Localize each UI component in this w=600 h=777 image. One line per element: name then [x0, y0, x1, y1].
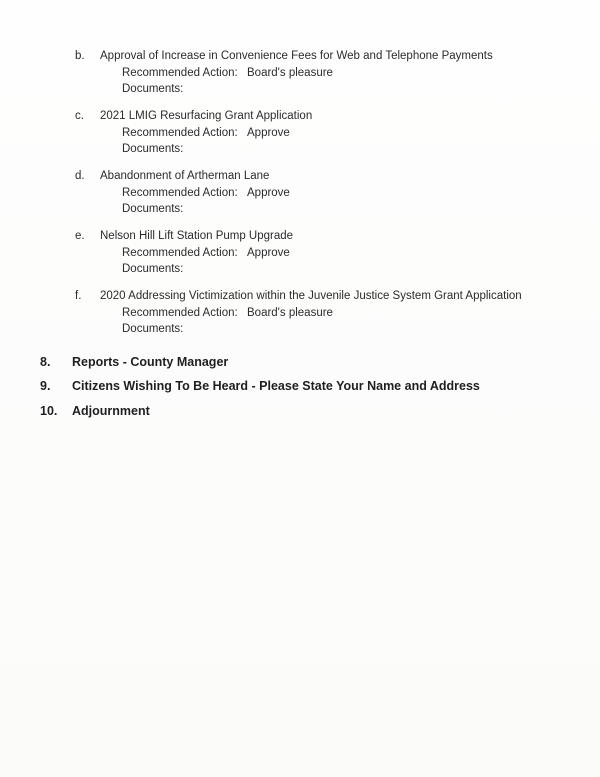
agenda-item-number: 10.	[40, 403, 58, 418]
documents-label: Documents:	[122, 143, 184, 155]
agenda-item-letter: d.	[75, 170, 85, 182]
agenda-item-title: Nelson Hill Lift Station Pump Upgrade	[100, 230, 294, 242]
agenda-main-title: Adjournment	[72, 403, 150, 418]
agenda-item-letter: b.	[75, 50, 85, 62]
agenda-sub-item	[75, 108, 570, 158]
documents-label: Documents:	[122, 203, 184, 215]
agenda-item-letter: f.	[75, 290, 82, 302]
documents-label: Documents:	[122, 263, 184, 275]
agenda-main-title: Citizens Wishing To Be Heard - Please State Your Name and Address	[72, 379, 480, 393]
recommended-action-label: Recommended Action:	[122, 66, 238, 79]
agenda-item-letter: c.	[75, 110, 84, 122]
agenda-item-number: 9.	[40, 379, 51, 393]
recommended-action-label: Recommended Action:	[122, 306, 238, 319]
agenda-main-item	[40, 403, 570, 419]
recommended-action-label: Recommended Action:	[122, 186, 238, 199]
recommended-action-label: Recommended Action:	[122, 126, 238, 139]
recommended-action-value: Board's pleasure	[247, 66, 333, 79]
agenda-main-item	[40, 378, 570, 394]
main-items-section	[40, 354, 570, 419]
documents-label: Documents:	[122, 83, 184, 95]
agenda-sub-item	[75, 168, 570, 218]
recommended-action-value: Approve	[247, 126, 290, 139]
agenda-item-number: 8.	[40, 354, 51, 369]
recommended-action-value: Board's pleasure	[247, 306, 333, 319]
agenda-item-title: 2020 Addressing Victimization within the Juvenile Justice System Grant Application	[100, 290, 522, 302]
agenda-main-item	[40, 354, 570, 370]
agenda-item-title: Approval of Increase in Convenience Fees for Web and Telephone Payments	[100, 50, 493, 62]
documents-label: Documents:	[122, 323, 184, 335]
recommended-action-label: Recommended Action:	[122, 246, 238, 259]
agenda-item-title: Abandonment of Artherman Lane	[100, 170, 270, 182]
agenda-sub-item	[75, 48, 570, 98]
agenda-item-title: 2021 LMIG Resurfacing Grant Application	[100, 110, 313, 122]
recommended-action-value: Approve	[247, 246, 290, 259]
recommended-action-value: Approve	[247, 186, 290, 199]
agenda-sub-item	[75, 228, 570, 278]
agenda-sub-item	[75, 288, 570, 338]
agenda-main-title: Reports - County Manager	[72, 354, 229, 369]
agenda-item-letter: e.	[75, 230, 85, 242]
